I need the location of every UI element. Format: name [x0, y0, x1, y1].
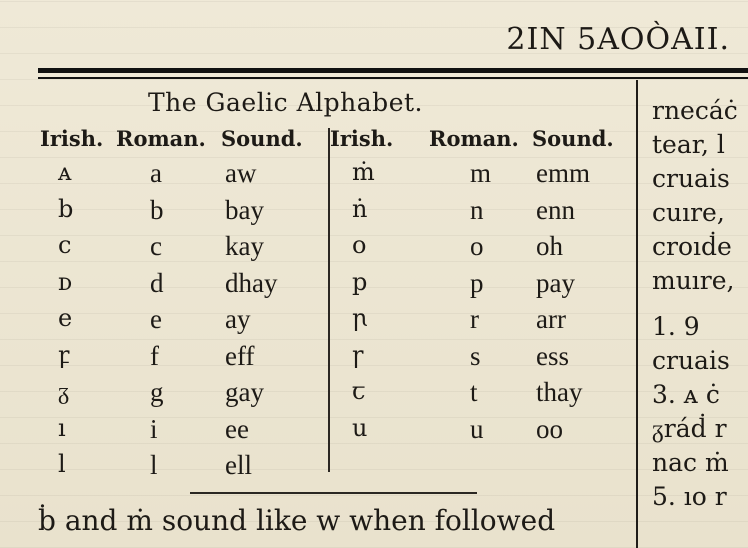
note-sentence: ḃ and ṁ sound like w when followed: [38, 504, 556, 537]
right-column-line: muıre,: [652, 266, 735, 295]
roman-letter-right: o: [470, 231, 484, 261]
irish-letter-left: l: [58, 450, 66, 478]
sound-left: eff: [225, 340, 255, 371]
column-divider: [636, 80, 638, 548]
irish-letter-left: c: [58, 231, 72, 259]
irish-letter-left: ᴅ: [58, 267, 73, 296]
right-column-line: rnecáċ: [652, 96, 738, 125]
roman-letter-left: f: [150, 340, 159, 371]
irish-letter-left: ꝼ: [58, 340, 70, 369]
header-irish-right: Irish.: [330, 126, 394, 151]
roman-letter-right: n: [470, 194, 484, 225]
roman-letter-right: r: [470, 304, 479, 334]
sound-left: bay: [225, 194, 264, 225]
top-rule-thin: [38, 77, 748, 79]
irish-letter-left: ᴀ: [58, 158, 72, 186]
irish-letter-right: ṁ: [352, 158, 375, 186]
roman-letter-right: t: [470, 377, 478, 407]
roman-letter-left: d: [150, 267, 164, 298]
irish-letter-left: ᵹ: [58, 377, 70, 405]
sound-left: gay: [225, 377, 264, 407]
top-rule-thick: [38, 68, 748, 73]
sound-left: ell: [225, 450, 252, 480]
right-column-line: nac ṁ: [652, 448, 729, 477]
roman-letter-left: a: [150, 158, 162, 188]
table-bottom-rule: [190, 492, 477, 494]
irish-letter-left: ı: [58, 413, 66, 442]
irish-letter-right: p: [352, 267, 368, 296]
sound-left: aw: [225, 158, 257, 188]
roman-letter-right: m: [470, 158, 492, 188]
sound-right: ess: [536, 340, 569, 371]
irish-letter-right: ꞅ: [352, 340, 364, 369]
right-column-line: tear, l: [652, 130, 725, 159]
irish-letter-right: o: [352, 231, 367, 259]
irish-letter-right: ṅ: [352, 194, 368, 223]
irish-letter-right: ꞇ: [352, 377, 366, 405]
right-column-line: cruais: [652, 164, 730, 193]
roman-letter-left: g: [150, 377, 164, 407]
header-irish-left: Irish.: [40, 126, 104, 151]
sound-left: ee: [225, 413, 249, 444]
sound-left: ay: [225, 304, 251, 334]
right-column-line: cruais: [652, 346, 730, 375]
header-roman-right: Roman.: [429, 126, 519, 151]
irish-letter-right: u: [352, 413, 368, 442]
roman-letter-left: i: [150, 413, 158, 444]
sound-right: emm: [536, 158, 590, 188]
running-header: 2ΙΝ 5ΑΟÒΑΙΙ.: [506, 22, 730, 57]
irish-letter-right: ꞃ: [352, 304, 368, 332]
roman-letter-left: c: [150, 231, 162, 261]
irish-letter-left: b: [58, 194, 74, 223]
roman-letter-left: l: [150, 450, 158, 480]
header-sound-left: Sound.: [221, 126, 303, 151]
right-column-line: croıḋe: [652, 232, 732, 261]
table-title: The Gaelic Alphabet.: [148, 88, 423, 117]
sound-right: oo: [536, 413, 563, 444]
sound-left: kay: [225, 231, 264, 261]
sound-right: thay: [536, 377, 583, 407]
roman-letter-left: e: [150, 304, 162, 334]
table-divider: [328, 128, 330, 472]
sound-right: oh: [536, 231, 563, 261]
sound-right: enn: [536, 194, 575, 225]
roman-letter-left: b: [150, 194, 164, 225]
right-column-line: 5. ıo r: [652, 482, 727, 511]
right-column-line: ᵹráḋ r: [652, 414, 727, 443]
sound-left: dhay: [225, 267, 278, 298]
sound-right: pay: [536, 267, 575, 298]
right-column-line: 3. ᴀ ċ: [652, 380, 720, 409]
roman-letter-right: p: [470, 267, 484, 298]
irish-letter-left: e: [58, 304, 73, 332]
right-column-line: cuıre,: [652, 198, 725, 227]
right-column-line: 1. 9: [652, 312, 700, 341]
header-sound-right: Sound.: [532, 126, 614, 151]
roman-letter-right: s: [470, 340, 481, 371]
sound-right: arr: [536, 304, 566, 334]
header-roman-left: Roman.: [116, 126, 206, 151]
roman-letter-right: u: [470, 413, 484, 444]
